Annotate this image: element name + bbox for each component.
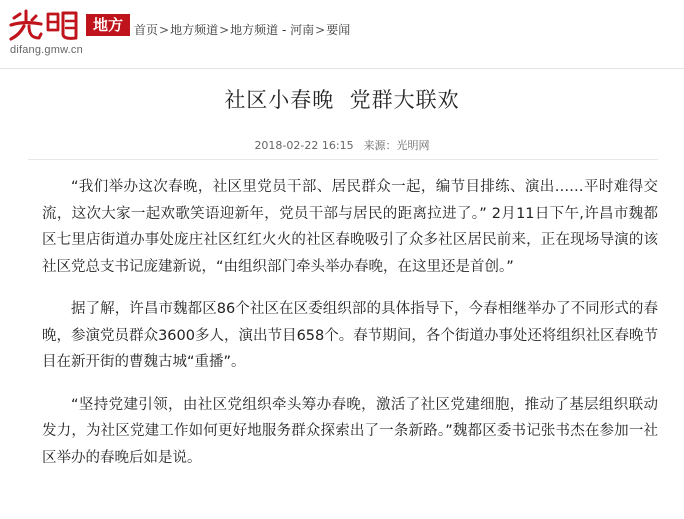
breadcrumb-link-henan[interactable]: 地方频道 - 河南 [230, 23, 315, 37]
breadcrumb-separator: > [159, 23, 170, 37]
publish-date: 2018-02-22 16:15 [254, 139, 354, 152]
breadcrumb-link-home[interactable]: 首页 [134, 23, 159, 37]
breadcrumb [134, 21, 350, 38]
article-paragraph: 据了解，许昌市魏都区86个社区在区委组织部的具体指导下，今春相继举办了不同形式的春晚，参演党员群众3600多人，演出节目658个。春节期间，各个街道办事处还将组织社区春晚节目在新开街的曹魏古城“重播”。 [42, 301, 658, 370]
breadcrumb-separator: > [315, 23, 326, 37]
article-meta [0, 137, 684, 153]
article-title: 社区小春晚 党群大联欢 [224, 88, 460, 112]
article-paragraph: “我们举办这次春晚，社区里党员干部、居民群众一起，编节目排练、演出……平时难得交流，这次大家一起欢歌笑语迎新年，党员干部与居民的距离拉进了。” 2月11日下午,许昌市魏都区七里店街道办事处庞庄社区红红火火的社区春晚吸引了众多社区居民前来，正在现场导演的该社区党总支书记庞建新说，“由组织部门牵头举办春晚，在这里还是首创。” [42, 179, 658, 275]
breadcrumb-link-local-channel[interactable]: 地方频道 [170, 23, 219, 37]
site-logo[interactable] [8, 8, 126, 58]
meta-divider [28, 159, 658, 160]
logo-url: difang.gmw.cn [10, 44, 83, 56]
breadcrumb-link-news[interactable]: 要闻 [326, 23, 351, 37]
article-paragraph: “坚持党建引领，由社区党组织牵头筹办春晚，激活了社区党建细胞，推动了基层组织联动发力，为社区党建工作如何更好地服务群众探索出了一条新路。”魏都区委书记张书杰在参加一社区举办的春晚后如是说。 [42, 396, 658, 466]
logo-badge: 地方 [86, 14, 130, 36]
header-divider [0, 68, 684, 69]
article-source[interactable]: 来源：光明网 [363, 139, 430, 152]
site-header [0, 0, 684, 62]
article-body [42, 174, 658, 487]
breadcrumb-separator: > [219, 23, 230, 37]
logo-script-icon [8, 8, 82, 42]
